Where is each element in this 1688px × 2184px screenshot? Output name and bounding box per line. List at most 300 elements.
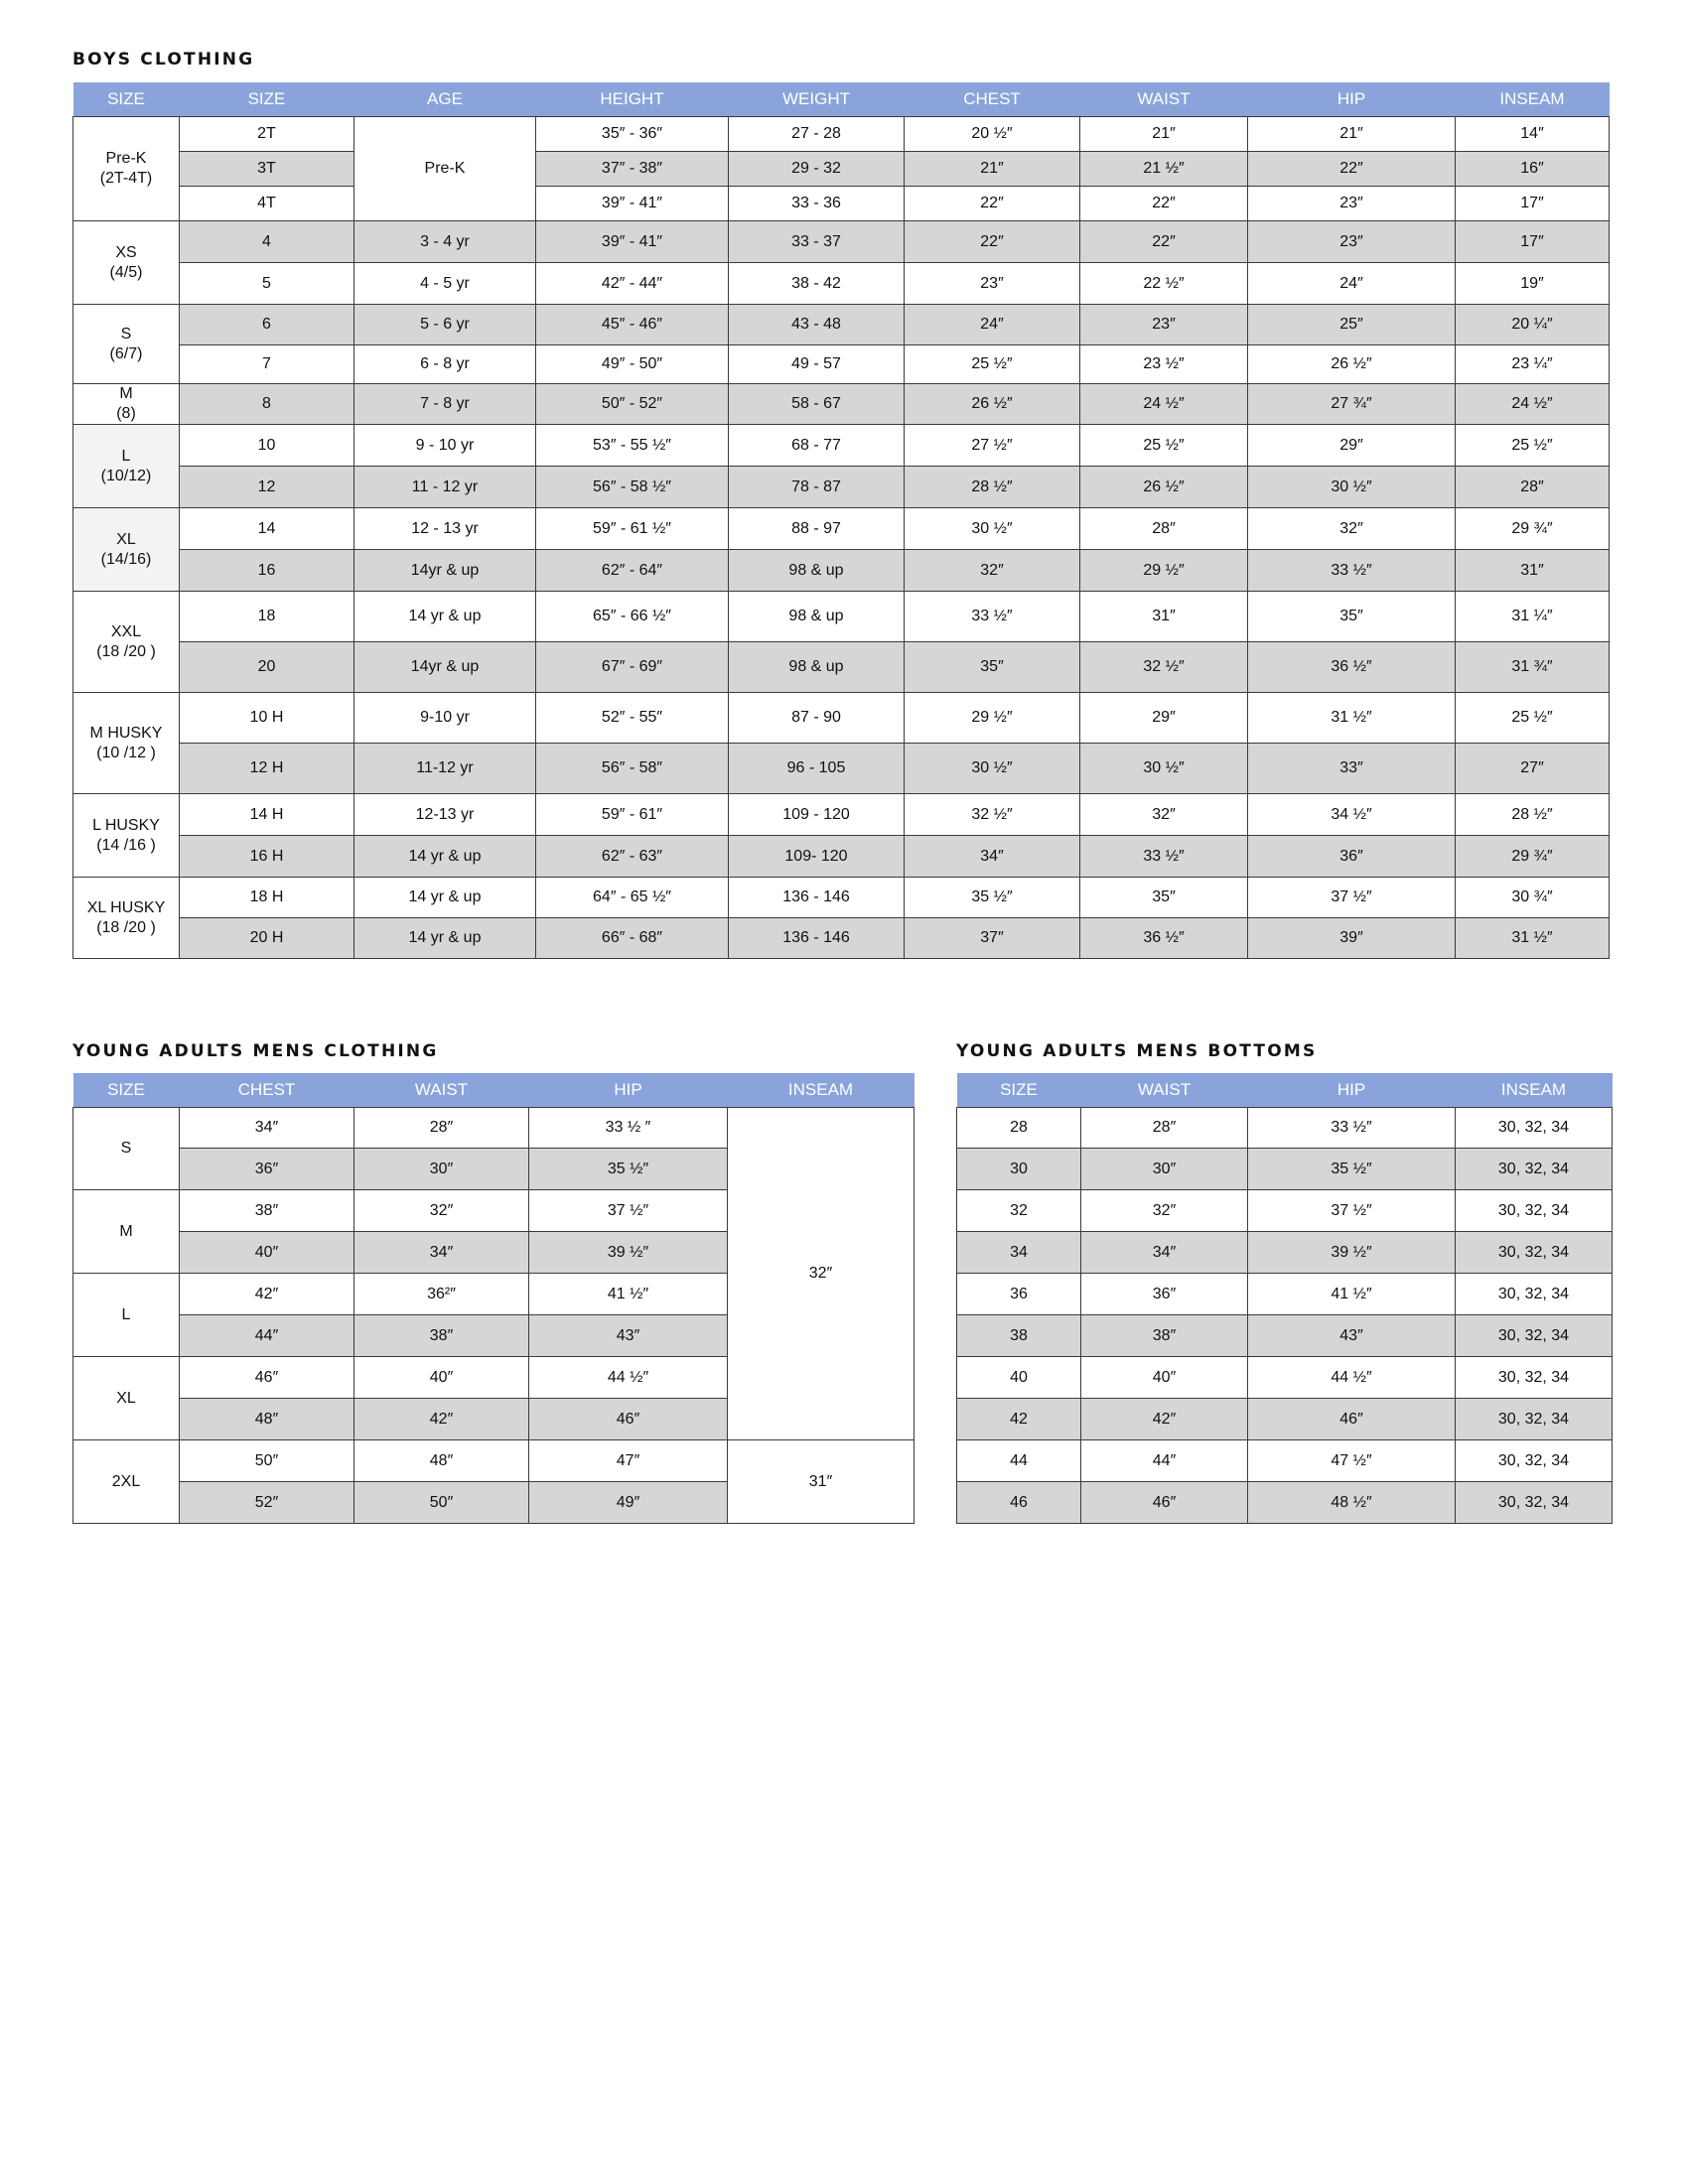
hip-cell: 47″ — [529, 1440, 728, 1482]
size-group-cell — [73, 117, 180, 221]
chest-cell: 33 ½″ — [905, 592, 1080, 642]
inseam-cell: 30 ¾″ — [1456, 878, 1610, 918]
inseam-cell: 30, 32, 34 — [1456, 1357, 1613, 1399]
size-group-range: (18 /20 ) — [96, 642, 156, 660]
hip-cell: 22″ — [1248, 152, 1456, 187]
inseam-cell: 30, 32, 34 — [1456, 1399, 1613, 1440]
age-cell: 11-12 yr — [354, 744, 536, 794]
weight-cell: 109- 120 — [729, 836, 905, 878]
inseam-cell: 30, 32, 34 — [1456, 1149, 1613, 1190]
inseam-cell: 30, 32, 34 — [1456, 1232, 1613, 1274]
hip-cell: 35 ½″ — [529, 1149, 728, 1190]
waist-cell: 38″ — [354, 1315, 529, 1357]
weight-cell: 68 - 77 — [729, 425, 905, 467]
height-cell: 59″ - 61″ — [536, 794, 729, 836]
hip-cell: 37 ½″ — [1248, 878, 1456, 918]
size-group-cell — [73, 425, 180, 508]
height-cell: 50″ - 52″ — [536, 384, 729, 425]
chest-cell: 48″ — [180, 1399, 354, 1440]
waist-cell: 34″ — [1081, 1232, 1248, 1274]
table-row — [957, 1108, 1613, 1149]
weight-cell: 96 - 105 — [729, 744, 905, 794]
waist-cell: 50″ — [354, 1482, 529, 1524]
chest-cell: 26 ½″ — [905, 384, 1080, 425]
size-group-cell — [73, 508, 180, 592]
hip-cell: 21″ — [1248, 117, 1456, 152]
table-row — [957, 1274, 1613, 1315]
table-row — [957, 1315, 1613, 1357]
col-header-chest: CHEST — [905, 82, 1080, 117]
waist-cell: 36 ½″ — [1080, 918, 1248, 959]
weight-cell: 58 - 67 — [729, 384, 905, 425]
inseam-cell: 31″ — [1456, 550, 1610, 592]
height-cell: 62″ - 63″ — [536, 836, 729, 878]
waist-cell: 36″ — [1081, 1274, 1248, 1315]
inseam-cell: 31 ½″ — [1456, 918, 1610, 959]
chest-cell: 28 ½″ — [905, 467, 1080, 508]
hip-cell: 35″ — [1248, 592, 1456, 642]
height-cell: 52″ - 55″ — [536, 693, 729, 744]
size-group-range: (4/5) — [109, 263, 143, 281]
size-group-range: (14/16) — [100, 550, 152, 568]
size-cell: 40 — [957, 1357, 1081, 1399]
waist-cell: 22″ — [1080, 221, 1248, 263]
weight-cell: 33 - 36 — [729, 187, 905, 221]
hip-cell: 39 ½″ — [1248, 1232, 1456, 1274]
waist-cell: 32″ — [1081, 1190, 1248, 1232]
col-header-hip: HIP — [1248, 82, 1456, 117]
height-cell: 49″ - 50″ — [536, 345, 729, 384]
table-row — [73, 878, 1610, 918]
size-cell: 36 — [957, 1274, 1081, 1315]
weight-cell: 98 & up — [729, 592, 905, 642]
height-cell: 56″ - 58 ½″ — [536, 467, 729, 508]
table-row — [73, 794, 1610, 836]
table-row — [957, 1440, 1613, 1482]
hip-cell: 36 ½″ — [1248, 642, 1456, 693]
waist-cell: 46″ — [1081, 1482, 1248, 1524]
age-cell: 14 yr & up — [354, 592, 536, 642]
size-cell: 38 — [957, 1315, 1081, 1357]
waist-cell: 29 ½″ — [1080, 550, 1248, 592]
size-cell: 3T — [180, 152, 354, 187]
inseam-cell: 31″ — [728, 1440, 914, 1524]
height-cell: 39″ - 41″ — [536, 187, 729, 221]
chest-cell: 32″ — [905, 550, 1080, 592]
inseam-cell: 17″ — [1456, 187, 1610, 221]
size-cell: 4T — [180, 187, 354, 221]
chest-cell: 22″ — [905, 221, 1080, 263]
inseam-cell: 30, 32, 34 — [1456, 1440, 1613, 1482]
hip-cell: 41 ½″ — [529, 1274, 728, 1315]
hip-cell: 33 ½ ″ — [529, 1108, 728, 1149]
size-cell: 16 — [180, 550, 354, 592]
age-cell: 12-13 yr — [354, 794, 536, 836]
age-cell: 14 yr & up — [354, 836, 536, 878]
waist-cell: 44″ — [1081, 1440, 1248, 1482]
height-cell: 65″ - 66 ½″ — [536, 592, 729, 642]
table-row — [73, 221, 1610, 263]
age-cell: 5 - 6 yr — [354, 305, 536, 345]
waist-cell: 36²″ — [354, 1274, 529, 1315]
hip-cell: 29″ — [1248, 425, 1456, 467]
hip-cell: 26 ½″ — [1248, 345, 1456, 384]
weight-cell: 78 - 87 — [729, 467, 905, 508]
waist-cell: 42″ — [1081, 1399, 1248, 1440]
table-row — [957, 1190, 1613, 1232]
weight-cell: 49 - 57 — [729, 345, 905, 384]
inseam-cell: 30, 32, 34 — [1456, 1108, 1613, 1149]
age-cell: 6 - 8 yr — [354, 345, 536, 384]
size-group-label: L HUSKY — [92, 816, 160, 834]
chest-cell: 29 ½″ — [905, 693, 1080, 744]
inseam-cell: 24 ½″ — [1456, 384, 1610, 425]
waist-cell: 28″ — [1080, 508, 1248, 550]
size-group-cell: L — [73, 1274, 180, 1357]
inseam-cell: 27″ — [1456, 744, 1610, 794]
inseam-cell: 16″ — [1456, 152, 1610, 187]
height-cell: 37″ - 38″ — [536, 152, 729, 187]
weight-cell: 29 - 32 — [729, 152, 905, 187]
hip-cell: 23″ — [1248, 187, 1456, 221]
size-group-range: (14 /16 ) — [96, 836, 156, 854]
size-group-cell — [73, 305, 180, 384]
height-cell: 42″ - 44″ — [536, 263, 729, 305]
size-group-range: (10 /12 ) — [96, 744, 156, 761]
height-cell: 45″ - 46″ — [536, 305, 729, 345]
hip-cell: 43″ — [529, 1315, 728, 1357]
inseam-cell: 29 ¾″ — [1456, 836, 1610, 878]
inseam-cell: 28″ — [1456, 467, 1610, 508]
table-row — [957, 1149, 1613, 1190]
weight-cell: 87 - 90 — [729, 693, 905, 744]
inseam-cell: 30, 32, 34 — [1456, 1274, 1613, 1315]
size-cell: 7 — [180, 345, 354, 384]
weight-cell: 43 - 48 — [729, 305, 905, 345]
size-cell: 10 — [180, 425, 354, 467]
hip-cell: 23″ — [1248, 221, 1456, 263]
table-row — [957, 1482, 1613, 1524]
table-row — [73, 508, 1610, 550]
age-cell: 12 - 13 yr — [354, 508, 536, 550]
size-cell: 14 — [180, 508, 354, 550]
table-row — [73, 152, 1610, 187]
hip-cell: 41 ½″ — [1248, 1274, 1456, 1315]
size-cell: 44 — [957, 1440, 1081, 1482]
waist-cell: 26 ½″ — [1080, 467, 1248, 508]
hip-cell: 33 ½″ — [1248, 1108, 1456, 1149]
height-cell: 53″ - 55 ½″ — [536, 425, 729, 467]
hip-cell: 44 ½″ — [1248, 1357, 1456, 1399]
boys-clothing-title: BOYS CLOTHING — [72, 50, 255, 69]
table-row — [73, 263, 1610, 305]
height-cell: 64″ - 65 ½″ — [536, 878, 729, 918]
weight-cell: 27 - 28 — [729, 117, 905, 152]
age-cell: 4 - 5 yr — [354, 263, 536, 305]
hip-cell: 48 ½″ — [1248, 1482, 1456, 1524]
hip-cell: 43″ — [1248, 1315, 1456, 1357]
young-adults-bottoms-table — [956, 1073, 1613, 1524]
hip-cell: 31 ½″ — [1248, 693, 1456, 744]
waist-cell: 30″ — [1081, 1149, 1248, 1190]
waist-cell: 33 ½″ — [1080, 836, 1248, 878]
hip-cell: 33″ — [1248, 744, 1456, 794]
size-group-label: M HUSKY — [89, 724, 163, 742]
size-cell: 16 H — [180, 836, 354, 878]
size-group-range: (2T-4T) — [99, 170, 153, 187]
hip-cell: 46″ — [529, 1399, 728, 1440]
chest-cell: 44″ — [180, 1315, 354, 1357]
waist-cell: 32″ — [354, 1190, 529, 1232]
chest-cell: 46″ — [180, 1357, 354, 1399]
size-group-cell: XL — [73, 1357, 180, 1440]
ya-clothing-header-row — [73, 1073, 914, 1108]
waist-cell: 42″ — [354, 1399, 529, 1440]
age-cell: 9 - 10 yr — [354, 425, 536, 467]
young-adults-clothing-table — [72, 1073, 914, 1524]
age-cell: 9-10 yr — [354, 693, 536, 744]
size-group-label: L — [121, 447, 131, 465]
size-group-cell — [73, 794, 180, 878]
size-cell: 8 — [180, 384, 354, 425]
chest-cell: 34″ — [180, 1108, 354, 1149]
inseam-cell: 28 ½″ — [1456, 794, 1610, 836]
hip-cell: 49″ — [529, 1482, 728, 1524]
table-row — [73, 744, 1610, 794]
age-cell: 3 - 4 yr — [354, 221, 536, 263]
col-header-size-group: SIZE — [73, 82, 180, 117]
size-cell: 6 — [180, 305, 354, 345]
hip-cell: 34 ½″ — [1248, 794, 1456, 836]
age-cell: 14 yr & up — [354, 918, 536, 959]
hip-cell: 39″ — [1248, 918, 1456, 959]
chest-cell: 50″ — [180, 1440, 354, 1482]
hip-cell: 35 ½″ — [1248, 1149, 1456, 1190]
waist-cell: 32″ — [1080, 794, 1248, 836]
table-row — [73, 918, 1610, 959]
inseam-cell: 14″ — [1456, 117, 1610, 152]
waist-cell: 24 ½″ — [1080, 384, 1248, 425]
age-cell: Pre-K — [354, 117, 536, 221]
chest-cell: 25 ½″ — [905, 345, 1080, 384]
hip-cell: 47 ½″ — [1248, 1440, 1456, 1482]
size-cell: 30 — [957, 1149, 1081, 1190]
size-cell: 42 — [957, 1399, 1081, 1440]
chest-cell: 34″ — [905, 836, 1080, 878]
height-cell: 59″ - 61 ½″ — [536, 508, 729, 550]
inseam-cell: 20 ¼″ — [1456, 305, 1610, 345]
height-cell: 39″ - 41″ — [536, 221, 729, 263]
young-adults-clothing-title: YOUNG ADULTS MENS CLOTHING — [72, 1041, 439, 1061]
weight-cell: 38 - 42 — [729, 263, 905, 305]
size-group-cell: 2XL — [73, 1440, 180, 1524]
size-group-label: Pre-K — [105, 150, 147, 167]
size-cell: 10 H — [180, 693, 354, 744]
weight-cell: 98 & up — [729, 642, 905, 693]
col-header-size: SIZE — [73, 1073, 180, 1108]
age-cell: 14yr & up — [354, 550, 536, 592]
young-adults-bottoms-title: YOUNG ADULTS MENS BOTTOMS — [956, 1041, 1318, 1061]
weight-cell: 33 - 37 — [729, 221, 905, 263]
waist-cell: 28″ — [1081, 1108, 1248, 1149]
waist-cell: 48″ — [354, 1440, 529, 1482]
chest-cell: 52″ — [180, 1482, 354, 1524]
size-group-cell — [73, 221, 180, 305]
height-cell: 66″ - 68″ — [536, 918, 729, 959]
waist-cell: 23″ — [1080, 305, 1248, 345]
waist-cell: 31″ — [1080, 592, 1248, 642]
ya-bottoms-header-row — [957, 1073, 1613, 1108]
size-group-label: S — [120, 325, 132, 342]
col-header-size: SIZE — [180, 82, 354, 117]
age-cell: 14yr & up — [354, 642, 536, 693]
chest-cell: 36″ — [180, 1149, 354, 1190]
table-row — [73, 345, 1610, 384]
boys-header-row — [73, 82, 1610, 117]
col-header-inseam: INSEAM — [1456, 82, 1610, 117]
size-cell: 12 H — [180, 744, 354, 794]
size-cell: 18 H — [180, 878, 354, 918]
size-cell: 46 — [957, 1482, 1081, 1524]
waist-cell: 25 ½″ — [1080, 425, 1248, 467]
hip-cell: 25″ — [1248, 305, 1456, 345]
size-group-cell — [73, 693, 180, 794]
waist-cell: 38″ — [1081, 1315, 1248, 1357]
waist-cell: 22 ½″ — [1080, 263, 1248, 305]
chest-cell: 35″ — [905, 642, 1080, 693]
inseam-cell: 31 ¼″ — [1456, 592, 1610, 642]
hip-cell: 30 ½″ — [1248, 467, 1456, 508]
col-header-inseam: INSEAM — [1456, 1073, 1613, 1108]
hip-cell: 36″ — [1248, 836, 1456, 878]
weight-cell: 98 & up — [729, 550, 905, 592]
table-row — [73, 117, 1610, 152]
chest-cell: 27 ½″ — [905, 425, 1080, 467]
chest-cell: 42″ — [180, 1274, 354, 1315]
size-group-cell — [73, 878, 180, 959]
size-group-label: XL HUSKY — [86, 898, 166, 916]
waist-cell: 34″ — [354, 1232, 529, 1274]
size-cell: 5 — [180, 263, 354, 305]
inseam-cell: 23 ¼″ — [1456, 345, 1610, 384]
inseam-cell: 32″ — [728, 1108, 914, 1440]
size-cell: 2T — [180, 117, 354, 152]
hip-cell: 39 ½″ — [529, 1232, 728, 1274]
age-cell: 7 - 8 yr — [354, 384, 536, 425]
size-cell: 14 H — [180, 794, 354, 836]
weight-cell: 136 - 146 — [729, 878, 905, 918]
chest-cell: 22″ — [905, 187, 1080, 221]
table-row — [73, 425, 1610, 467]
table-row — [957, 1232, 1613, 1274]
inseam-cell: 19″ — [1456, 263, 1610, 305]
waist-cell: 30″ — [354, 1149, 529, 1190]
col-header-chest: CHEST — [180, 1073, 354, 1108]
size-cell: 18 — [180, 592, 354, 642]
size-group-label: XXL — [110, 622, 142, 640]
hip-cell: 37 ½″ — [529, 1190, 728, 1232]
size-cell: 32 — [957, 1190, 1081, 1232]
waist-cell: 30 ½″ — [1080, 744, 1248, 794]
size-cell: 20 — [180, 642, 354, 693]
waist-cell: 29″ — [1080, 693, 1248, 744]
height-cell: 56″ - 58″ — [536, 744, 729, 794]
waist-cell: 22″ — [1080, 187, 1248, 221]
table-row — [73, 550, 1610, 592]
boys-size-table — [72, 82, 1610, 959]
chest-cell: 32 ½″ — [905, 794, 1080, 836]
chest-cell: 23″ — [905, 263, 1080, 305]
col-header-hip: HIP — [1248, 1073, 1456, 1108]
size-cell: 28 — [957, 1108, 1081, 1149]
size-group-cell: M — [73, 1190, 180, 1274]
col-header-hip: HIP — [529, 1073, 728, 1108]
inseam-cell: 25 ½″ — [1456, 425, 1610, 467]
table-row — [957, 1357, 1613, 1399]
table-row — [73, 305, 1610, 345]
age-cell: 14 yr & up — [354, 878, 536, 918]
size-group-label: XL — [116, 530, 136, 548]
size-group-range: (10/12) — [100, 467, 152, 484]
inseam-cell: 30, 32, 34 — [1456, 1482, 1613, 1524]
hip-cell: 27 ¾″ — [1248, 384, 1456, 425]
col-header-weight: WEIGHT — [729, 82, 905, 117]
waist-cell: 28″ — [354, 1108, 529, 1149]
size-cell: 20 H — [180, 918, 354, 959]
table-row — [73, 187, 1610, 221]
chest-cell: 24″ — [905, 305, 1080, 345]
col-header-waist: WAIST — [354, 1073, 529, 1108]
waist-cell: 40″ — [1081, 1357, 1248, 1399]
col-header-inseam: INSEAM — [728, 1073, 914, 1108]
inseam-cell: 25 ½″ — [1456, 693, 1610, 744]
chest-cell: 38″ — [180, 1190, 354, 1232]
inseam-cell: 17″ — [1456, 221, 1610, 263]
inseam-cell: 30, 32, 34 — [1456, 1190, 1613, 1232]
size-cell: 12 — [180, 467, 354, 508]
weight-cell: 109 - 120 — [729, 794, 905, 836]
hip-cell: 33 ½″ — [1248, 550, 1456, 592]
height-cell: 67″ - 69″ — [536, 642, 729, 693]
chest-cell: 35 ½″ — [905, 878, 1080, 918]
size-group-label: M — [119, 385, 133, 402]
inseam-cell: 30, 32, 34 — [1456, 1315, 1613, 1357]
waist-cell: 35″ — [1080, 878, 1248, 918]
waist-cell: 21″ — [1080, 117, 1248, 152]
chest-cell: 37″ — [905, 918, 1080, 959]
waist-cell: 21 ½″ — [1080, 152, 1248, 187]
chest-cell: 30 ½″ — [905, 508, 1080, 550]
table-row — [957, 1399, 1613, 1440]
size-cell: 4 — [180, 221, 354, 263]
col-header-waist: WAIST — [1081, 1073, 1248, 1108]
waist-cell: 23 ½″ — [1080, 345, 1248, 384]
table-row — [73, 693, 1610, 744]
chest-cell: 30 ½″ — [905, 744, 1080, 794]
hip-cell: 24″ — [1248, 263, 1456, 305]
chest-cell: 21″ — [905, 152, 1080, 187]
weight-cell: 88 - 97 — [729, 508, 905, 550]
chest-cell: 40″ — [180, 1232, 354, 1274]
table-row — [73, 1108, 914, 1149]
inseam-cell: 31 ¾″ — [1456, 642, 1610, 693]
hip-cell: 44 ½″ — [529, 1357, 728, 1399]
table-row — [73, 836, 1610, 878]
table-row — [73, 592, 1610, 642]
col-header-size: SIZE — [957, 1073, 1081, 1108]
height-cell: 62″ - 64″ — [536, 550, 729, 592]
col-header-height: HEIGHT — [536, 82, 729, 117]
